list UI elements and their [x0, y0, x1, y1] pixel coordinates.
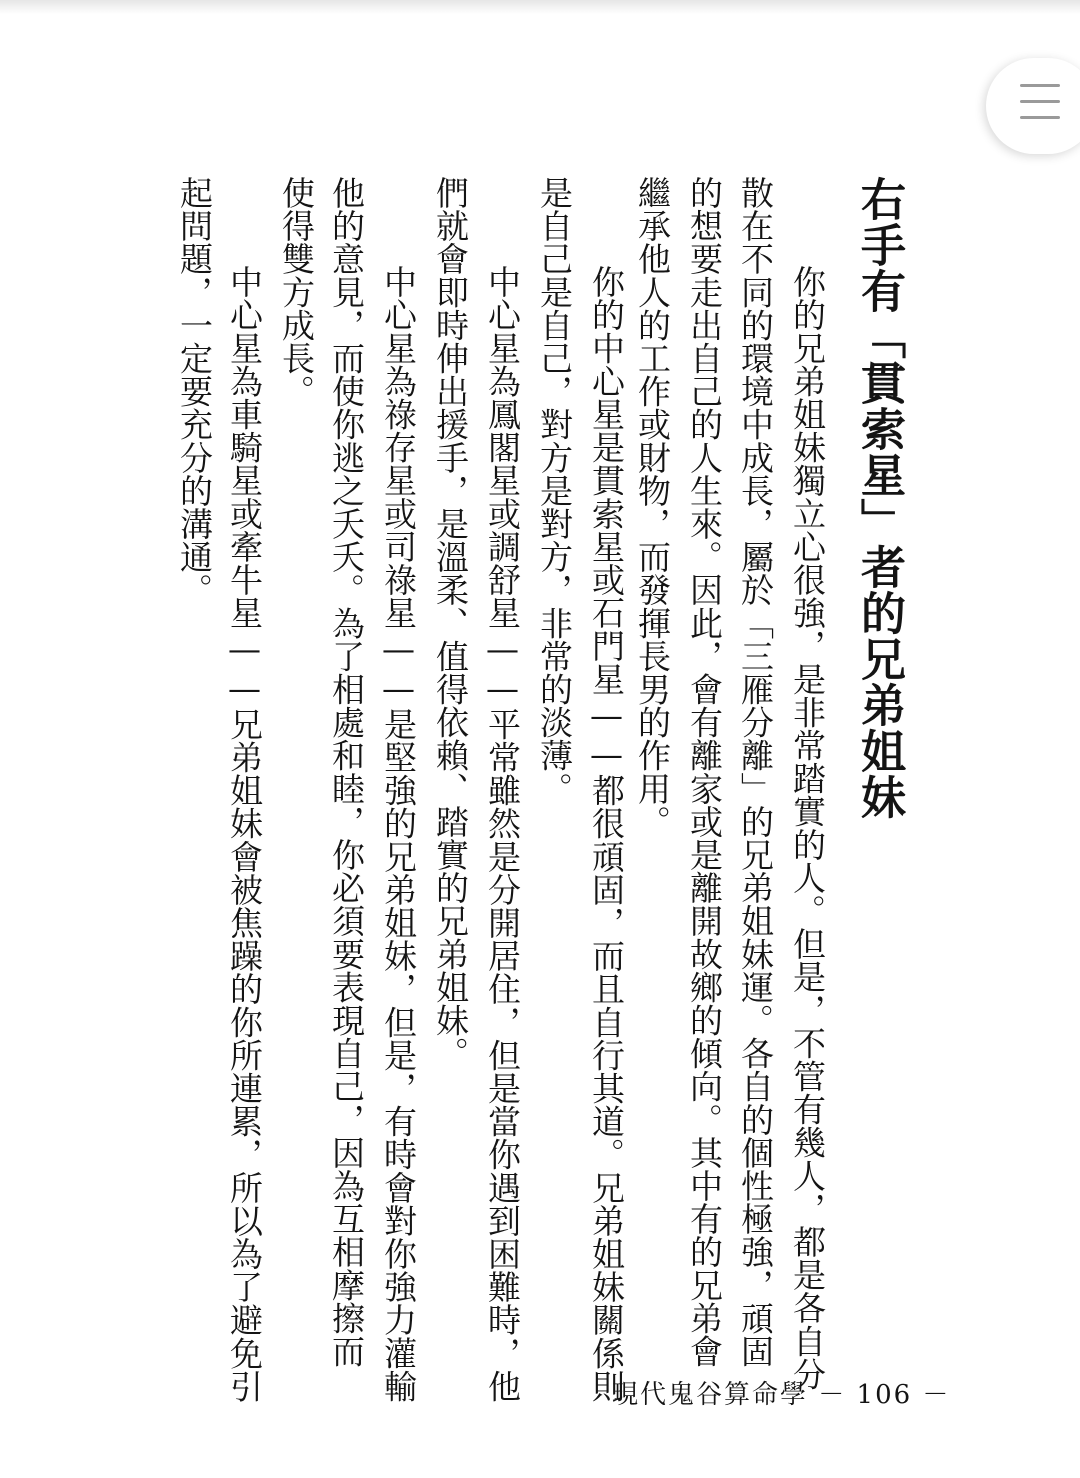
page-title: 右手有「貫索星」者的兄弟姐妹 — [853, 176, 906, 820]
body-line-4: 繼承他人的工作或財物，而發揮長男的作用。 — [633, 176, 672, 838]
body-line-13: 起問題，一定要充分的溝通。 — [175, 176, 214, 607]
top-shadow — [0, 0, 1080, 14]
body-line-6: 是自己是自己，對方是對方，非常的淡薄。 — [535, 176, 574, 805]
body-line-2: 散在不同的環境中成長，屬於「三雁分離」的兄弟姐妹運。各自的個性極強，頑固 — [736, 176, 775, 1368]
body-line-10: 他的意見，而使你逃之夭夭。為了相處和睦，你必須要表現自己，因為互相摩擦而 — [327, 176, 366, 1368]
body-line-1: 你的兄弟姐妹獨立心很強，是非常踏實的人。但是，不管有幾人，都是各自分 — [788, 232, 827, 1391]
menu-button[interactable] — [986, 58, 1080, 154]
body-line-3: 的想要走出自己的人生來。因此，會有離家或是離開故鄉的傾向。其中有的兄弟會 — [685, 176, 724, 1368]
body-line-5: 你的中心星是貫索星或石門星——都很頑固，而且自行其道。兄弟姐妹關係則 — [587, 232, 626, 1403]
body-line-9: 中心星為祿存星或司祿星——是堅強的兄弟姐妹，但是，有時會對你強力灌輸 — [379, 232, 418, 1403]
body-line-12: 中心星為車騎星或牽牛星——兄弟姐妹會被焦躁的你所連累，所以為了避免引 — [225, 232, 264, 1403]
body-line-8: 們就會即時伸出援手，是溫柔、值得依賴、踏實的兄弟姐妹。 — [431, 176, 470, 1070]
page-footer: 現代鬼谷算命學 － 106 － — [612, 1380, 951, 1410]
hamburger-menu-icon — [1020, 84, 1060, 120]
body-line-7: 中心星為鳳閣星或調舒星——平常雖然是分開居住，但是當你遇到困難時，他 — [483, 232, 522, 1403]
body-line-11: 使得雙方成長。 — [277, 176, 316, 408]
